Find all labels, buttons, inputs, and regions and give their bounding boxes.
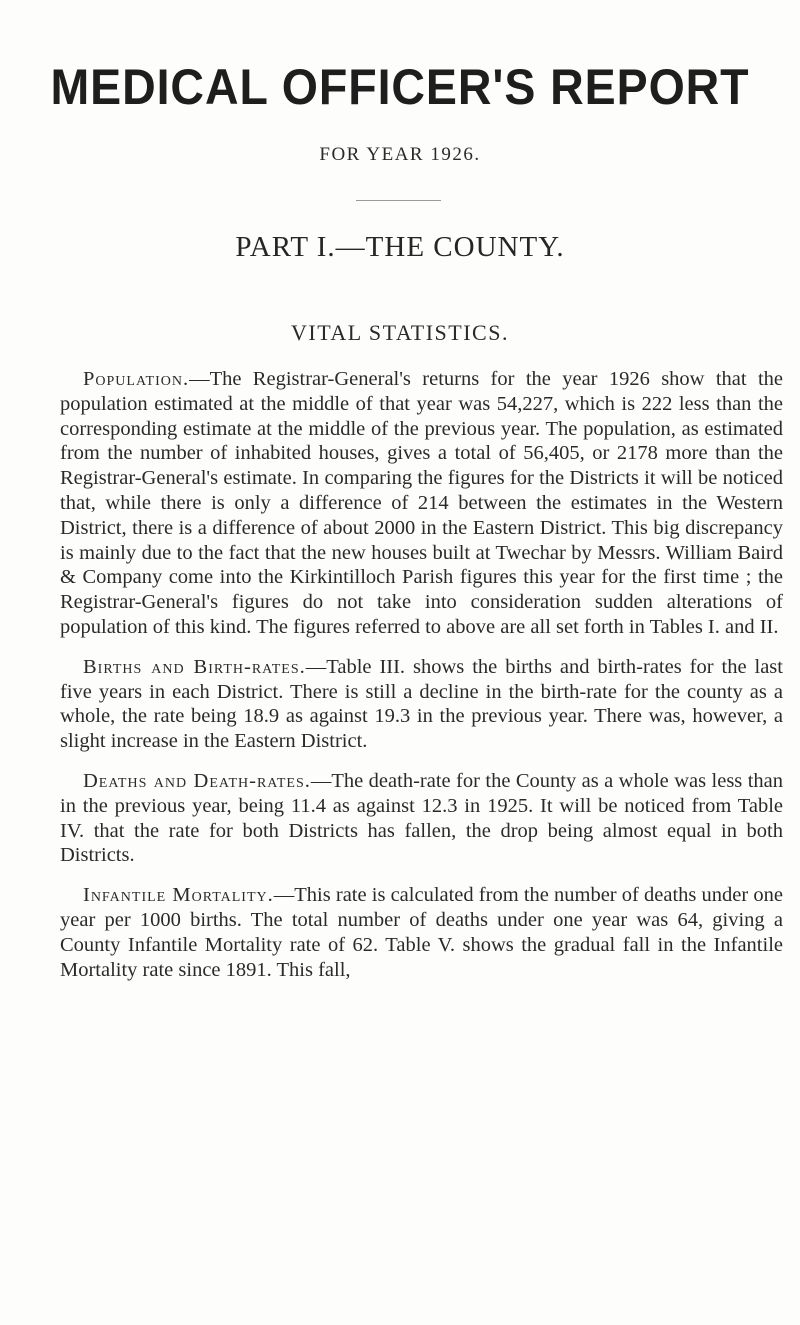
divider-rule xyxy=(356,200,441,201)
paragraph-text: —Table III. shows the births and birth-rates for the last five years in each District. There is still a decline in the birth-rate for the county as a whole, the rate being 18.9 as against 19.3 in the previous year. There was, however, a slight increase in the Eastern District. xyxy=(60,655,783,753)
paragraph-population xyxy=(60,367,783,640)
paragraph-text: —The Registrar-General's returns for the year 1926 show that the population estimated at the middle of that year was 54,227, which is 222 less than the corresponding estimate at the middle of the previous year. The population, as estimated from the number of inhabited houses, gives a total of 56,405, or 2178 more than the Registrar-General's estimate. In comparing the figures for the Districts it will be noticed that, while there is only a difference of 214 between the estimates in the Western District, there is a difference of about 2000 in the Eastern District. This big discrepancy is mainly due to the fact that the new houses built at Twechar by Messrs. William Baird & Company come into the Kirkintilloch Parish figures this year for the first time ; the Registrar-General's figures do not take into consideration sudden alterations of population of this kind. The figures referred to above are all set forth in Tables I. and II. xyxy=(60,368,783,638)
paragraph-lead: Deaths and Death-rates. xyxy=(83,769,311,792)
report-year-subtitle: FOR YEAR 1926. xyxy=(319,144,481,165)
paragraph-births xyxy=(60,655,783,754)
paragraph-infantile-mortality xyxy=(60,883,783,982)
report-title: MEDICAL OFFICER'S REPORT xyxy=(50,59,750,115)
paragraph-lead: Births and Birth-rates. xyxy=(83,655,306,678)
body-text xyxy=(60,367,783,997)
paragraph-lead: Infantile Mortality. xyxy=(83,884,274,907)
paragraph-lead: Population. xyxy=(83,368,190,390)
paragraph-text: —This rate is calculated from the number of deaths under one year per 1000 births. The total number of deaths under one year was 64, giving a County Infantile Mortality rate of 62. Table V. shows the gradual fall in the Infantile Mortality rate since 1891. This fall, xyxy=(60,884,783,981)
paragraph-text: —The death-rate for the County as a whole was less than in the previous year, being 11.4 as against 12.3 in 1925. It will be noticed from Table IV. that the rate for both Districts has fallen, the drop being almost equal in both Districts. xyxy=(60,769,783,867)
paragraph-deaths xyxy=(60,769,783,868)
part-heading: PART I.—THE COUNTY. xyxy=(235,231,565,263)
section-heading: VITAL STATISTICS. xyxy=(291,320,509,345)
